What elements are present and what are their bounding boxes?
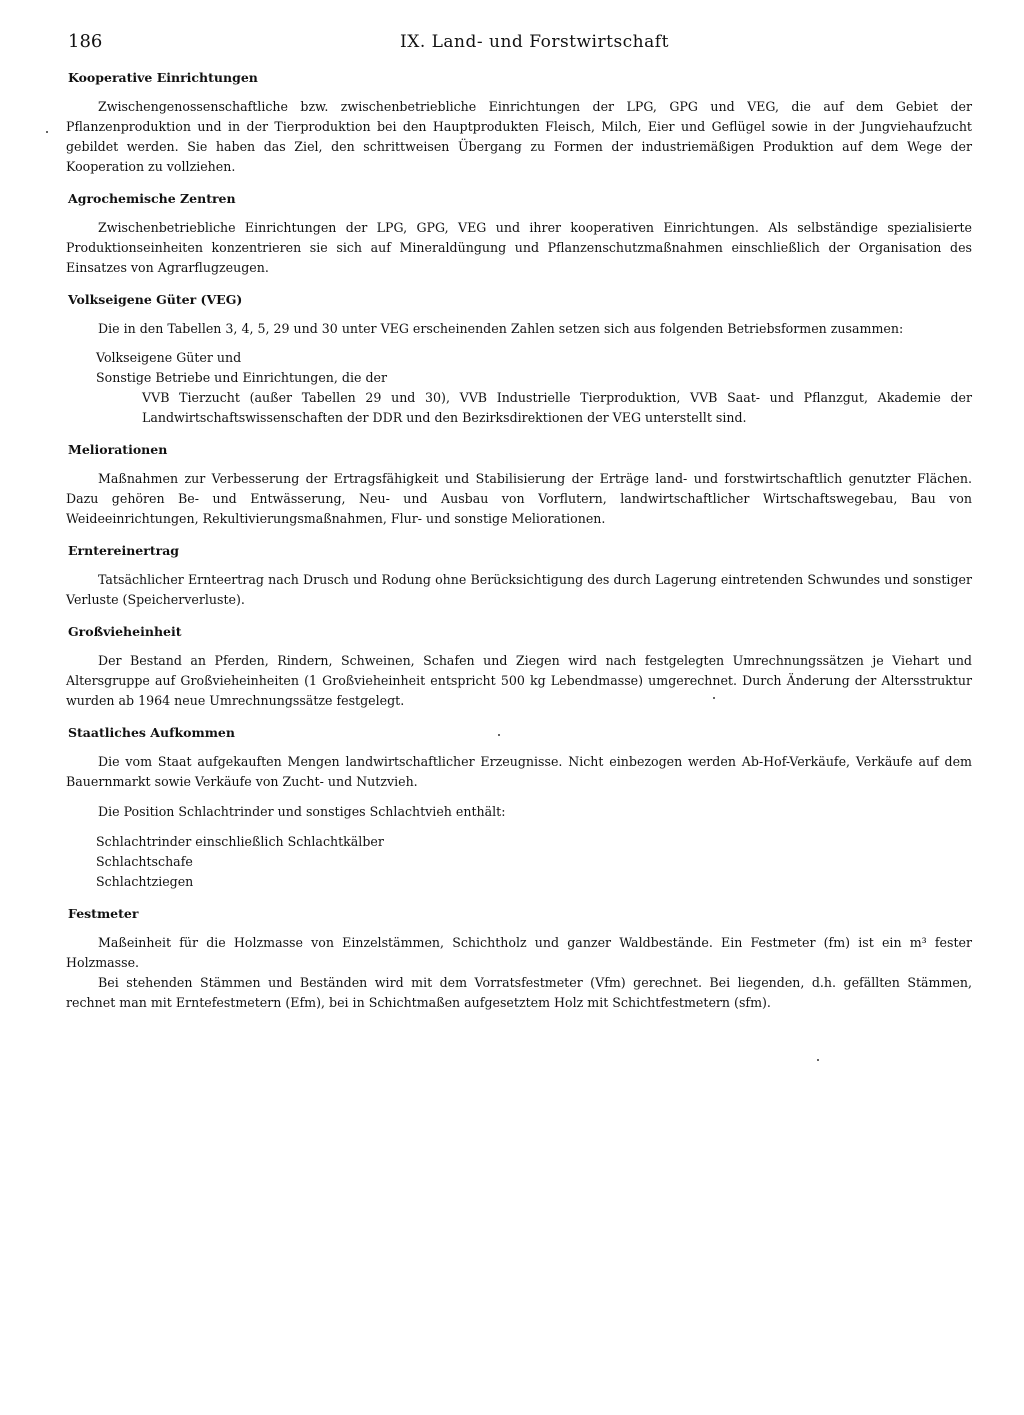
section-paragraph: Die vom Staat aufgekauften Mengen landwirtschaftlicher Erzeugnisse. Nicht einbezogen werden Ab-Hof-Verkäufe, Verkäufe auf dem Bauernmarkt sowie Verkäufe von Zucht- und Nutzvieh. (66, 754, 972, 789)
betriebsformen-block (96, 348, 972, 428)
section-heading: Volkseigene Güter (VEG) (68, 292, 243, 307)
section-paragraph: Bei stehenden Stämmen und Beständen wird mit dem Vorratsfestmeter (Vfm) gerechnet. Bei liegenden, d.h. gefällten Stämmen, rechnet man mit Erntefestmetern (Efm), bei in Schichtmaßen aufgesetztem Holz mit Schichtfestmetern (sfm). (66, 975, 972, 1010)
scan-speck (498, 734, 500, 736)
section-meliorationen (66, 440, 972, 529)
section-paragraph: Die in den Tabellen 3, 4, 5, 29 und 30 unter VEG erscheinenden Zahlen setzen sich aus folgenden Betriebsformen zusammen: (98, 321, 904, 336)
list-item: Schlachtziegen (96, 874, 194, 889)
section-paragraph: Maßeinheit für die Holzmasse von Einzelstämmen, Schichtholz und ganzer Waldbestände. Ein Festmeter (fm) ist ein m³ fester Holzmasse. (66, 935, 972, 970)
scan-speck (817, 1059, 819, 1061)
running-head: IX. Land- und Forstwirtschaft (400, 32, 669, 52)
betriebsform-detail: VVB Tierzucht (außer Tabellen 29 und 30), VVB Industrielle Tierproduktion, VVB Saat- und Pflanzgut, Akademie der Landwirtschaftswissenschaften der DDR und den Bezirksdirektionen der VEG unterstellt sind. (142, 390, 972, 425)
list-item: Schlachtrinder einschließlich Schlachtkälber (96, 834, 384, 849)
betriebsform-line: Volkseigene Güter und (96, 350, 242, 365)
section-heading: Großvieheinheit (68, 624, 182, 639)
section-heading: Festmeter (68, 906, 139, 921)
section-heading: Agrochemische Zentren (68, 191, 236, 206)
section-volkseigene-gueter (66, 290, 972, 428)
section-heading: Staatliches Aufkommen (68, 725, 235, 740)
section-festmeter (66, 904, 972, 1013)
section-paragraph: Maßnahmen zur Verbesserung der Ertragsfähigkeit und Stabilisierung der Erträge land- und forstwirtschaftlich genutzter Flächen. Dazu gehören Be- und Entwässerung, Neu- und Ausbau von Vorflutern, landwirtschaftlicher Wirtschaftswegebau, Bau von Weideeinrichtungen, Rekultivierungsmaßnahmen, Flur- und sonstige Meliorationen. (66, 471, 972, 526)
section-agrochemische-zentren (66, 189, 972, 278)
section-paragraph: Zwischenbetriebliche Einrichtungen der LPG, GPG, VEG und ihrer kooperativen Einrichtungen. Als selbständige spezialisierte Produktionseinheiten konzentrieren sie sich auf Mineraldüngung und Pflanzenschutzmaßnahmen einschließlich der Organisation des Einsatzes von Agrarflugzeugen. (66, 220, 972, 275)
schlachtvieh-list (96, 832, 972, 892)
section-paragraph: Zwischengenossenschaftliche bzw. zwischenbetriebliche Einrichtungen der LPG, GPG und VEG, die auf dem Gebiet der Pflanzenproduktion und in der Tierproduktion bei den Hauptprodukten Fleisch, Milch, Eier und Geflügel sowie in der Jungviehaufzucht gebildet werden. Sie haben das Ziel, den schrittweisen Übergang zu Formen der industriemäßigen Produktion auf dem Wege der Kooperation zu vollziehen. (66, 99, 972, 174)
position-paragraph: Die Position Schlachtrinder und sonstiges Schlachtvieh enthält: (98, 804, 506, 819)
betriebsform-line: Sonstige Betriebe und Einrichtungen, die der (96, 370, 388, 385)
section-staatliches-aufkommen (66, 723, 972, 892)
section-paragraph: Der Bestand an Pferden, Rindern, Schweinen, Schafen und Ziegen wird nach festgelegten Umrechnungssätzen je Viehart und Altersgruppe auf Großvieheinheiten (1 Großvieheinheit entspricht 500 kg Lebendmasse) umgerechnet. Durch Änderung der Altersstruktur wurden ab 1964 neue Umrechnungssätze festgelegt. (66, 653, 972, 708)
scan-speck (46, 131, 48, 133)
section-erntereinertrag (66, 541, 972, 610)
page-number: 186 (68, 31, 103, 52)
section-heading: Erntereinertrag (68, 543, 180, 558)
section-heading: Kooperative Einrichtungen (68, 70, 258, 85)
section-heading: Meliorationen (68, 442, 168, 457)
scan-speck (713, 697, 715, 699)
section-paragraph: Tatsächlicher Ernteertrag nach Drusch und Rodung ohne Berücksichtigung des durch Lagerung eintretenden Schwundes und sonstiger Verluste (Speicherverluste). (66, 572, 972, 607)
list-item: Schlachtschafe (96, 854, 193, 869)
main-content (66, 68, 972, 1025)
section-kooperative-einrichtungen (66, 68, 972, 177)
section-grossvieheinheit (66, 622, 972, 711)
